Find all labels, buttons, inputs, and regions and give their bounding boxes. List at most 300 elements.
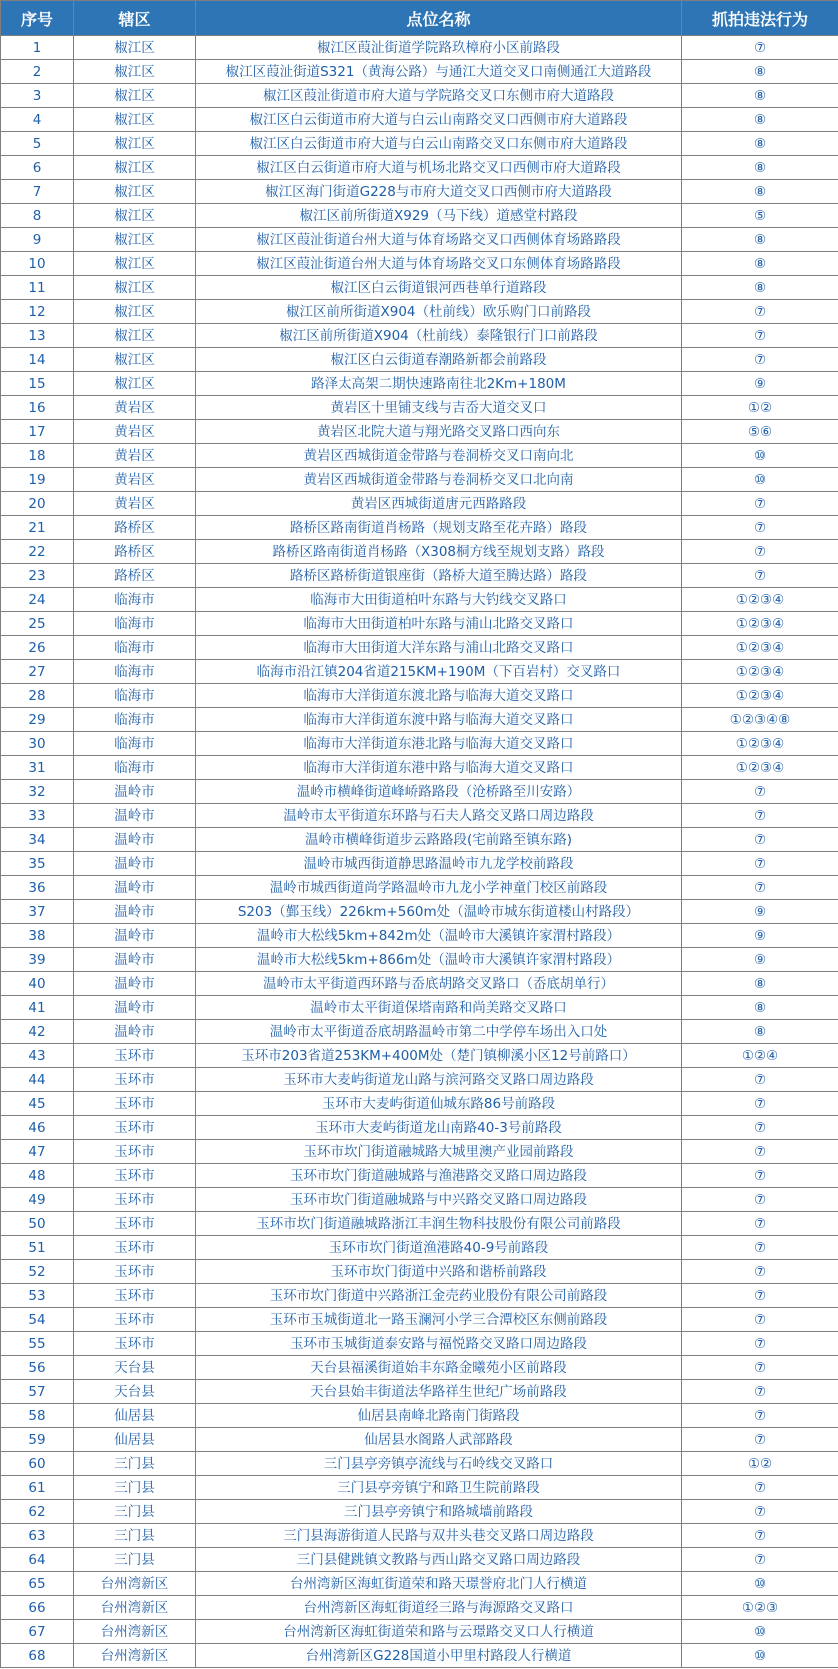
table-row	[1, 1212, 838, 1236]
row-violation-type: ⑦	[682, 1068, 838, 1092]
row-district: 黄岩区	[74, 468, 196, 492]
table-row	[1, 1500, 838, 1524]
row-district: 玉环市	[74, 1044, 196, 1068]
row-district: 椒江区	[74, 84, 196, 108]
row-location-name: 黄岩区十里铺支线与吉岙大道交叉口	[196, 396, 682, 420]
row-location-name: 椒江区葭沚街道S321（黄海公路）与通江大道交叉口南侧通江大道路段	[196, 60, 682, 84]
row-violation-type: ⑧	[682, 228, 838, 252]
row-location-name: 三门县亭旁镇亭流线与石岭线交叉路口	[196, 1452, 682, 1476]
row-location-name: 临海市大洋街道东渡北路与临海大道交叉路口	[196, 684, 682, 708]
row-serial-number: 50	[1, 1212, 74, 1236]
table-row	[1, 1116, 838, 1140]
row-serial-number: 49	[1, 1188, 74, 1212]
row-violation-type: ⑨	[682, 924, 838, 948]
row-location-name: 玉环市坎门街道融城路与中兴路交叉路口周边路段	[196, 1188, 682, 1212]
row-serial-number: 23	[1, 564, 74, 588]
row-violation-type: ⑦	[682, 1332, 838, 1356]
row-serial-number: 61	[1, 1476, 74, 1500]
row-district: 天台县	[74, 1356, 196, 1380]
row-district: 玉环市	[74, 1140, 196, 1164]
row-district: 三门县	[74, 1476, 196, 1500]
row-location-name: 临海市大洋街道东渡中路与临海大道交叉路口	[196, 708, 682, 732]
row-violation-type: ①②④	[682, 1044, 838, 1068]
row-district: 椒江区	[74, 252, 196, 276]
table-row	[1, 1188, 838, 1212]
row-serial-number: 65	[1, 1572, 74, 1596]
row-violation-type: ⑧	[682, 1020, 838, 1044]
table-row	[1, 1572, 838, 1596]
table-row	[1, 1596, 838, 1620]
row-serial-number: 29	[1, 708, 74, 732]
table-row	[1, 1548, 838, 1572]
row-serial-number: 42	[1, 1020, 74, 1044]
row-violation-type: ①②③④	[682, 660, 838, 684]
table-row	[1, 1164, 838, 1188]
row-serial-number: 55	[1, 1332, 74, 1356]
row-violation-type: ⑨	[682, 948, 838, 972]
row-district: 玉环市	[74, 1092, 196, 1116]
row-violation-type: ⑦	[682, 804, 838, 828]
row-location-name: 路桥区路南街道肖杨路（X308桐方线至规划支路）路段	[196, 540, 682, 564]
row-violation-type: ⑦	[682, 1188, 838, 1212]
table-row	[1, 588, 838, 612]
row-location-name: 温岭市大松线5km+842m处（温岭市大溪镇许家渭村路段）	[196, 924, 682, 948]
row-serial-number: 53	[1, 1284, 74, 1308]
row-district: 温岭市	[74, 924, 196, 948]
row-violation-type: ⑤	[682, 204, 838, 228]
row-serial-number: 24	[1, 588, 74, 612]
table-row	[1, 540, 838, 564]
row-location-name: 椒江区葭沚街道市府大道与学院路交叉口东侧市府大道路段	[196, 84, 682, 108]
table-row	[1, 468, 838, 492]
table-row	[1, 180, 838, 204]
table-row	[1, 876, 838, 900]
row-district: 椒江区	[74, 36, 196, 60]
row-location-name: S203（鄞玉线）226km+560m处（温岭市城东街道楼山村路段）	[196, 900, 682, 924]
row-serial-number: 21	[1, 516, 74, 540]
row-location-name: 仙居县南峰北路南门街路段	[196, 1404, 682, 1428]
row-location-name: 椒江区白云街道市府大道与机场北路交叉口西侧市府大道路段	[196, 156, 682, 180]
row-district: 黄岩区	[74, 444, 196, 468]
row-district: 临海市	[74, 684, 196, 708]
row-serial-number: 32	[1, 780, 74, 804]
row-serial-number: 67	[1, 1620, 74, 1644]
row-violation-type: ⑦	[682, 1212, 838, 1236]
row-serial-number: 28	[1, 684, 74, 708]
table-row	[1, 1380, 838, 1404]
row-serial-number: 57	[1, 1380, 74, 1404]
row-serial-number: 10	[1, 252, 74, 276]
row-location-name: 天台县福溪街道始丰东路金曦苑小区前路段	[196, 1356, 682, 1380]
row-location-name: 温岭市横峰街道峰峤路路段（沧桥路至川安路）	[196, 780, 682, 804]
row-serial-number: 46	[1, 1116, 74, 1140]
row-violation-type: ⑦	[682, 1476, 838, 1500]
row-serial-number: 31	[1, 756, 74, 780]
row-district: 路桥区	[74, 516, 196, 540]
row-serial-number: 54	[1, 1308, 74, 1332]
row-violation-type: ⑦	[682, 1404, 838, 1428]
row-location-name: 台州湾新区海虹街道荣和路与云璟路交叉口人行横道	[196, 1620, 682, 1644]
row-location-name: 路泽太高架二期快速路南往北2Km+180M	[196, 372, 682, 396]
row-district: 临海市	[74, 708, 196, 732]
row-location-name: 玉环市坎门街道渔港路40-9号前路段	[196, 1236, 682, 1260]
row-location-name: 临海市沿江镇204省道215KM+190M（下百岩村）交叉路口	[196, 660, 682, 684]
row-serial-number: 8	[1, 204, 74, 228]
row-district: 温岭市	[74, 780, 196, 804]
row-violation-type: ⑦	[682, 492, 838, 516]
row-location-name: 椒江区白云街道市府大道与白云山南路交叉口西侧市府大道路段	[196, 108, 682, 132]
row-violation-type: ⑦	[682, 1260, 838, 1284]
row-district: 温岭市	[74, 876, 196, 900]
table-row	[1, 612, 838, 636]
row-district: 三门县	[74, 1524, 196, 1548]
row-violation-type: ⑤⑥	[682, 420, 838, 444]
table-row	[1, 372, 838, 396]
row-location-name: 椒江区白云街道银河西巷单行道路段	[196, 276, 682, 300]
row-violation-type: ⑦	[682, 300, 838, 324]
row-district: 三门县	[74, 1548, 196, 1572]
row-violation-type: ⑦	[682, 828, 838, 852]
table-row	[1, 1452, 838, 1476]
row-district: 三门县	[74, 1452, 196, 1476]
table-row	[1, 852, 838, 876]
table-row	[1, 924, 838, 948]
header-district: 辖区	[74, 1, 196, 36]
row-location-name: 临海市大洋街道东港中路与临海大道交叉路口	[196, 756, 682, 780]
row-violation-type: ⑦	[682, 1236, 838, 1260]
row-location-name: 三门县健跳镇文教路与西山路交叉路口周边路段	[196, 1548, 682, 1572]
row-location-name: 温岭市太平街道西环路与岙底胡路交叉路口（岙底胡单行）	[196, 972, 682, 996]
row-district: 椒江区	[74, 204, 196, 228]
row-location-name: 台州湾新区海虹街道荣和路天璟誉府北门人行横道	[196, 1572, 682, 1596]
row-violation-type: ⑦	[682, 852, 838, 876]
row-violation-type: ⑦	[682, 348, 838, 372]
row-location-name: 临海市大洋街道东港北路与临海大道交叉路口	[196, 732, 682, 756]
row-violation-type: ①②	[682, 396, 838, 420]
row-violation-type: ⑦	[682, 516, 838, 540]
table-row	[1, 684, 838, 708]
row-violation-type: ⑩	[682, 1620, 838, 1644]
row-district: 椒江区	[74, 372, 196, 396]
row-district: 台州湾新区	[74, 1620, 196, 1644]
row-location-name: 玉环市玉城街道泰安路与福悦路交叉路口周边路段	[196, 1332, 682, 1356]
row-district: 临海市	[74, 756, 196, 780]
row-violation-type: ⑦	[682, 1524, 838, 1548]
row-district: 玉环市	[74, 1236, 196, 1260]
row-location-name: 黄岩区西城街道唐元西路路段	[196, 492, 682, 516]
table-row	[1, 444, 838, 468]
row-serial-number: 26	[1, 636, 74, 660]
row-district: 玉环市	[74, 1308, 196, 1332]
row-district: 天台县	[74, 1380, 196, 1404]
table-row	[1, 1140, 838, 1164]
row-district: 三门县	[74, 1500, 196, 1524]
row-district: 临海市	[74, 660, 196, 684]
row-district: 临海市	[74, 588, 196, 612]
row-violation-type: ⑧	[682, 180, 838, 204]
row-violation-type: ⑦	[682, 1092, 838, 1116]
row-location-name: 椒江区葭沚街道学院路玖樟府小区前路段	[196, 36, 682, 60]
row-serial-number: 52	[1, 1260, 74, 1284]
row-violation-type: ⑧	[682, 108, 838, 132]
row-serial-number: 60	[1, 1452, 74, 1476]
row-serial-number: 16	[1, 396, 74, 420]
row-violation-type: ⑦	[682, 1428, 838, 1452]
row-violation-type: ①②③④	[682, 684, 838, 708]
row-violation-type: ⑦	[682, 876, 838, 900]
table-row	[1, 756, 838, 780]
table-row	[1, 564, 838, 588]
row-district: 临海市	[74, 612, 196, 636]
table-row	[1, 1404, 838, 1428]
table-row	[1, 60, 838, 84]
table-row	[1, 1428, 838, 1452]
row-location-name: 玉环市大麦屿街道龙山南路40-3号前路段	[196, 1116, 682, 1140]
row-violation-type: ⑧	[682, 972, 838, 996]
row-violation-type: ①②③④⑧	[682, 708, 838, 732]
row-serial-number: 68	[1, 1644, 74, 1668]
row-serial-number: 18	[1, 444, 74, 468]
row-location-name: 温岭市太平街道东环路与石夫人路交叉路口周边路段	[196, 804, 682, 828]
row-violation-type: ⑦	[682, 1140, 838, 1164]
row-serial-number: 45	[1, 1092, 74, 1116]
row-district: 玉环市	[74, 1164, 196, 1188]
row-location-name: 玉环市坎门街道融城路大城里澳产业园前路段	[196, 1140, 682, 1164]
row-district: 玉环市	[74, 1260, 196, 1284]
row-violation-type: ⑧	[682, 60, 838, 84]
row-violation-type: ①②③④	[682, 756, 838, 780]
row-district: 椒江区	[74, 348, 196, 372]
row-serial-number: 56	[1, 1356, 74, 1380]
row-serial-number: 47	[1, 1140, 74, 1164]
row-violation-type: ⑦	[682, 1284, 838, 1308]
row-location-name: 温岭市城西街道尚学路温岭市九龙小学神童门校区前路段	[196, 876, 682, 900]
row-district: 台州湾新区	[74, 1644, 196, 1668]
row-district: 温岭市	[74, 948, 196, 972]
row-serial-number: 6	[1, 156, 74, 180]
row-violation-type: ⑧	[682, 132, 838, 156]
row-serial-number: 3	[1, 84, 74, 108]
row-serial-number: 12	[1, 300, 74, 324]
row-location-name: 温岭市太平街道保塔南路和尚美路交叉路口	[196, 996, 682, 1020]
row-district: 椒江区	[74, 156, 196, 180]
row-location-name: 三门县亭旁镇宁和路卫生院前路段	[196, 1476, 682, 1500]
row-serial-number: 5	[1, 132, 74, 156]
table-row	[1, 324, 838, 348]
row-serial-number: 11	[1, 276, 74, 300]
row-violation-type: ⑨	[682, 372, 838, 396]
row-location-name: 玉环市玉城街道北一路玉澜河小学三合潭校区东侧前路段	[196, 1308, 682, 1332]
row-location-name: 椒江区葭沚街道台州大道与体育场路交叉口西侧体育场路路段	[196, 228, 682, 252]
row-serial-number: 44	[1, 1068, 74, 1092]
row-violation-type: ①②③	[682, 1596, 838, 1620]
row-serial-number: 20	[1, 492, 74, 516]
row-serial-number: 38	[1, 924, 74, 948]
table-row	[1, 348, 838, 372]
row-location-name: 黄岩区西城街道金带路与卷洞桥交叉口北向南	[196, 468, 682, 492]
row-location-name: 椒江区海门街道G228与市府大道交叉口西侧市府大道路段	[196, 180, 682, 204]
table-row	[1, 948, 838, 972]
table-row	[1, 972, 838, 996]
row-location-name: 椒江区前所街道X904（杜前线）泰隆银行门口前路段	[196, 324, 682, 348]
row-violation-type: ⑦	[682, 36, 838, 60]
table-row	[1, 492, 838, 516]
table-row	[1, 228, 838, 252]
row-violation-type: ⑦	[682, 324, 838, 348]
row-serial-number: 13	[1, 324, 74, 348]
row-serial-number: 4	[1, 108, 74, 132]
row-district: 台州湾新区	[74, 1596, 196, 1620]
row-violation-type: ⑧	[682, 276, 838, 300]
row-location-name: 三门县亭旁镇宁和路城墙前路段	[196, 1500, 682, 1524]
table-row	[1, 1260, 838, 1284]
table-row	[1, 204, 838, 228]
row-serial-number: 19	[1, 468, 74, 492]
header-serial-number: 序号	[1, 1, 74, 36]
row-serial-number: 27	[1, 660, 74, 684]
row-district: 玉环市	[74, 1116, 196, 1140]
row-violation-type: ⑦	[682, 564, 838, 588]
row-location-name: 临海市大田街道柏叶东路与大钓线交叉路口	[196, 588, 682, 612]
row-serial-number: 62	[1, 1500, 74, 1524]
table-row	[1, 108, 838, 132]
row-location-name: 温岭市城西街道静思路温岭市九龙学校前路段	[196, 852, 682, 876]
row-violation-type: ⑩	[682, 468, 838, 492]
table-row	[1, 1284, 838, 1308]
table-row	[1, 1020, 838, 1044]
row-location-name: 椒江区葭沚街道台州大道与体育场路交叉口东侧体育场路路段	[196, 252, 682, 276]
row-district: 温岭市	[74, 972, 196, 996]
row-district: 温岭市	[74, 900, 196, 924]
row-location-name: 天台县始丰街道法华路祥生世纪广场前路段	[196, 1380, 682, 1404]
table-row	[1, 1236, 838, 1260]
table-body	[1, 36, 838, 1668]
row-serial-number: 43	[1, 1044, 74, 1068]
row-district: 路桥区	[74, 540, 196, 564]
row-violation-type: ⑦	[682, 1500, 838, 1524]
table-row	[1, 156, 838, 180]
row-location-name: 玉环市坎门街道中兴路和谐桥前路段	[196, 1260, 682, 1284]
row-violation-type: ⑩	[682, 1572, 838, 1596]
table-row	[1, 1524, 838, 1548]
row-district: 椒江区	[74, 276, 196, 300]
row-location-name: 临海市大田街道柏叶东路与浦山北路交叉路口	[196, 612, 682, 636]
row-violation-type: ⑦	[682, 1164, 838, 1188]
table-row	[1, 1332, 838, 1356]
table-row	[1, 276, 838, 300]
table-row	[1, 828, 838, 852]
row-location-name: 黄岩区西城街道金带路与卷洞桥交叉口南向北	[196, 444, 682, 468]
row-location-name: 临海市大田街道大洋东路与浦山北路交叉路口	[196, 636, 682, 660]
row-serial-number: 64	[1, 1548, 74, 1572]
row-serial-number: 34	[1, 828, 74, 852]
header-violation-type: 抓拍违法行为	[682, 1, 838, 36]
row-district: 玉环市	[74, 1284, 196, 1308]
row-location-name: 椒江区前所街道X904（杜前线）欧乐购门口前路段	[196, 300, 682, 324]
row-district: 椒江区	[74, 300, 196, 324]
row-location-name: 温岭市大松线5km+866m处（温岭市大溪镇许家渭村路段）	[196, 948, 682, 972]
row-district: 椒江区	[74, 60, 196, 84]
row-serial-number: 17	[1, 420, 74, 444]
row-serial-number: 39	[1, 948, 74, 972]
row-district: 温岭市	[74, 804, 196, 828]
table-row	[1, 660, 838, 684]
row-location-name: 椒江区白云街道市府大道与白云山南路交叉口东侧市府大道路段	[196, 132, 682, 156]
row-district: 温岭市	[74, 852, 196, 876]
row-location-name: 玉环市大麦屿街道龙山路与滨河路交叉路口周边路段	[196, 1068, 682, 1092]
table-row	[1, 1044, 838, 1068]
row-district: 温岭市	[74, 1020, 196, 1044]
row-violation-type: ①②③④	[682, 732, 838, 756]
row-location-name: 玉环市203省道253KM+400M处（楚门镇柳溪小区12号前路口）	[196, 1044, 682, 1068]
row-location-name: 玉环市大麦屿街道仙城东路86号前路段	[196, 1092, 682, 1116]
table-row	[1, 1476, 838, 1500]
table-row	[1, 708, 838, 732]
row-violation-type: ⑧	[682, 84, 838, 108]
row-serial-number: 37	[1, 900, 74, 924]
row-district: 玉环市	[74, 1068, 196, 1092]
row-district: 椒江区	[74, 180, 196, 204]
table-row	[1, 132, 838, 156]
table-row	[1, 1644, 838, 1668]
header-row	[1, 1, 838, 36]
row-district: 温岭市	[74, 996, 196, 1020]
row-location-name: 温岭市太平街道岙底胡路温岭市第二中学停车场出入口处	[196, 1020, 682, 1044]
row-serial-number: 35	[1, 852, 74, 876]
table-row	[1, 516, 838, 540]
row-violation-type: ⑧	[682, 996, 838, 1020]
table-row	[1, 1308, 838, 1332]
row-violation-type: ⑧	[682, 156, 838, 180]
row-district: 椒江区	[74, 324, 196, 348]
row-serial-number: 63	[1, 1524, 74, 1548]
table-row	[1, 252, 838, 276]
table-row	[1, 1620, 838, 1644]
row-violation-type: ⑦	[682, 540, 838, 564]
row-serial-number: 30	[1, 732, 74, 756]
row-violation-type: ⑦	[682, 1380, 838, 1404]
row-violation-type: ⑦	[682, 1548, 838, 1572]
row-violation-type: ⑩	[682, 1644, 838, 1668]
table-row	[1, 1356, 838, 1380]
row-violation-type: ⑦	[682, 1116, 838, 1140]
row-serial-number: 36	[1, 876, 74, 900]
row-district: 临海市	[74, 732, 196, 756]
header-location-name: 点位名称	[196, 1, 682, 36]
row-district: 黄岩区	[74, 492, 196, 516]
row-violation-type: ⑨	[682, 900, 838, 924]
table-row	[1, 300, 838, 324]
row-serial-number: 48	[1, 1164, 74, 1188]
table-row	[1, 396, 838, 420]
row-serial-number: 66	[1, 1596, 74, 1620]
row-violation-type: ①②	[682, 1452, 838, 1476]
row-location-name: 玉环市坎门街道融城路浙江丰润生物科技股份有限公司前路段	[196, 1212, 682, 1236]
table-row	[1, 1092, 838, 1116]
row-serial-number: 25	[1, 612, 74, 636]
row-district: 仙居县	[74, 1428, 196, 1452]
row-district: 黄岩区	[74, 396, 196, 420]
table-row	[1, 780, 838, 804]
row-district: 黄岩区	[74, 420, 196, 444]
table-row	[1, 900, 838, 924]
row-district: 玉环市	[74, 1332, 196, 1356]
row-district: 椒江区	[74, 108, 196, 132]
row-serial-number: 15	[1, 372, 74, 396]
row-district: 温岭市	[74, 828, 196, 852]
row-violation-type: ⑦	[682, 1356, 838, 1380]
row-serial-number: 59	[1, 1428, 74, 1452]
